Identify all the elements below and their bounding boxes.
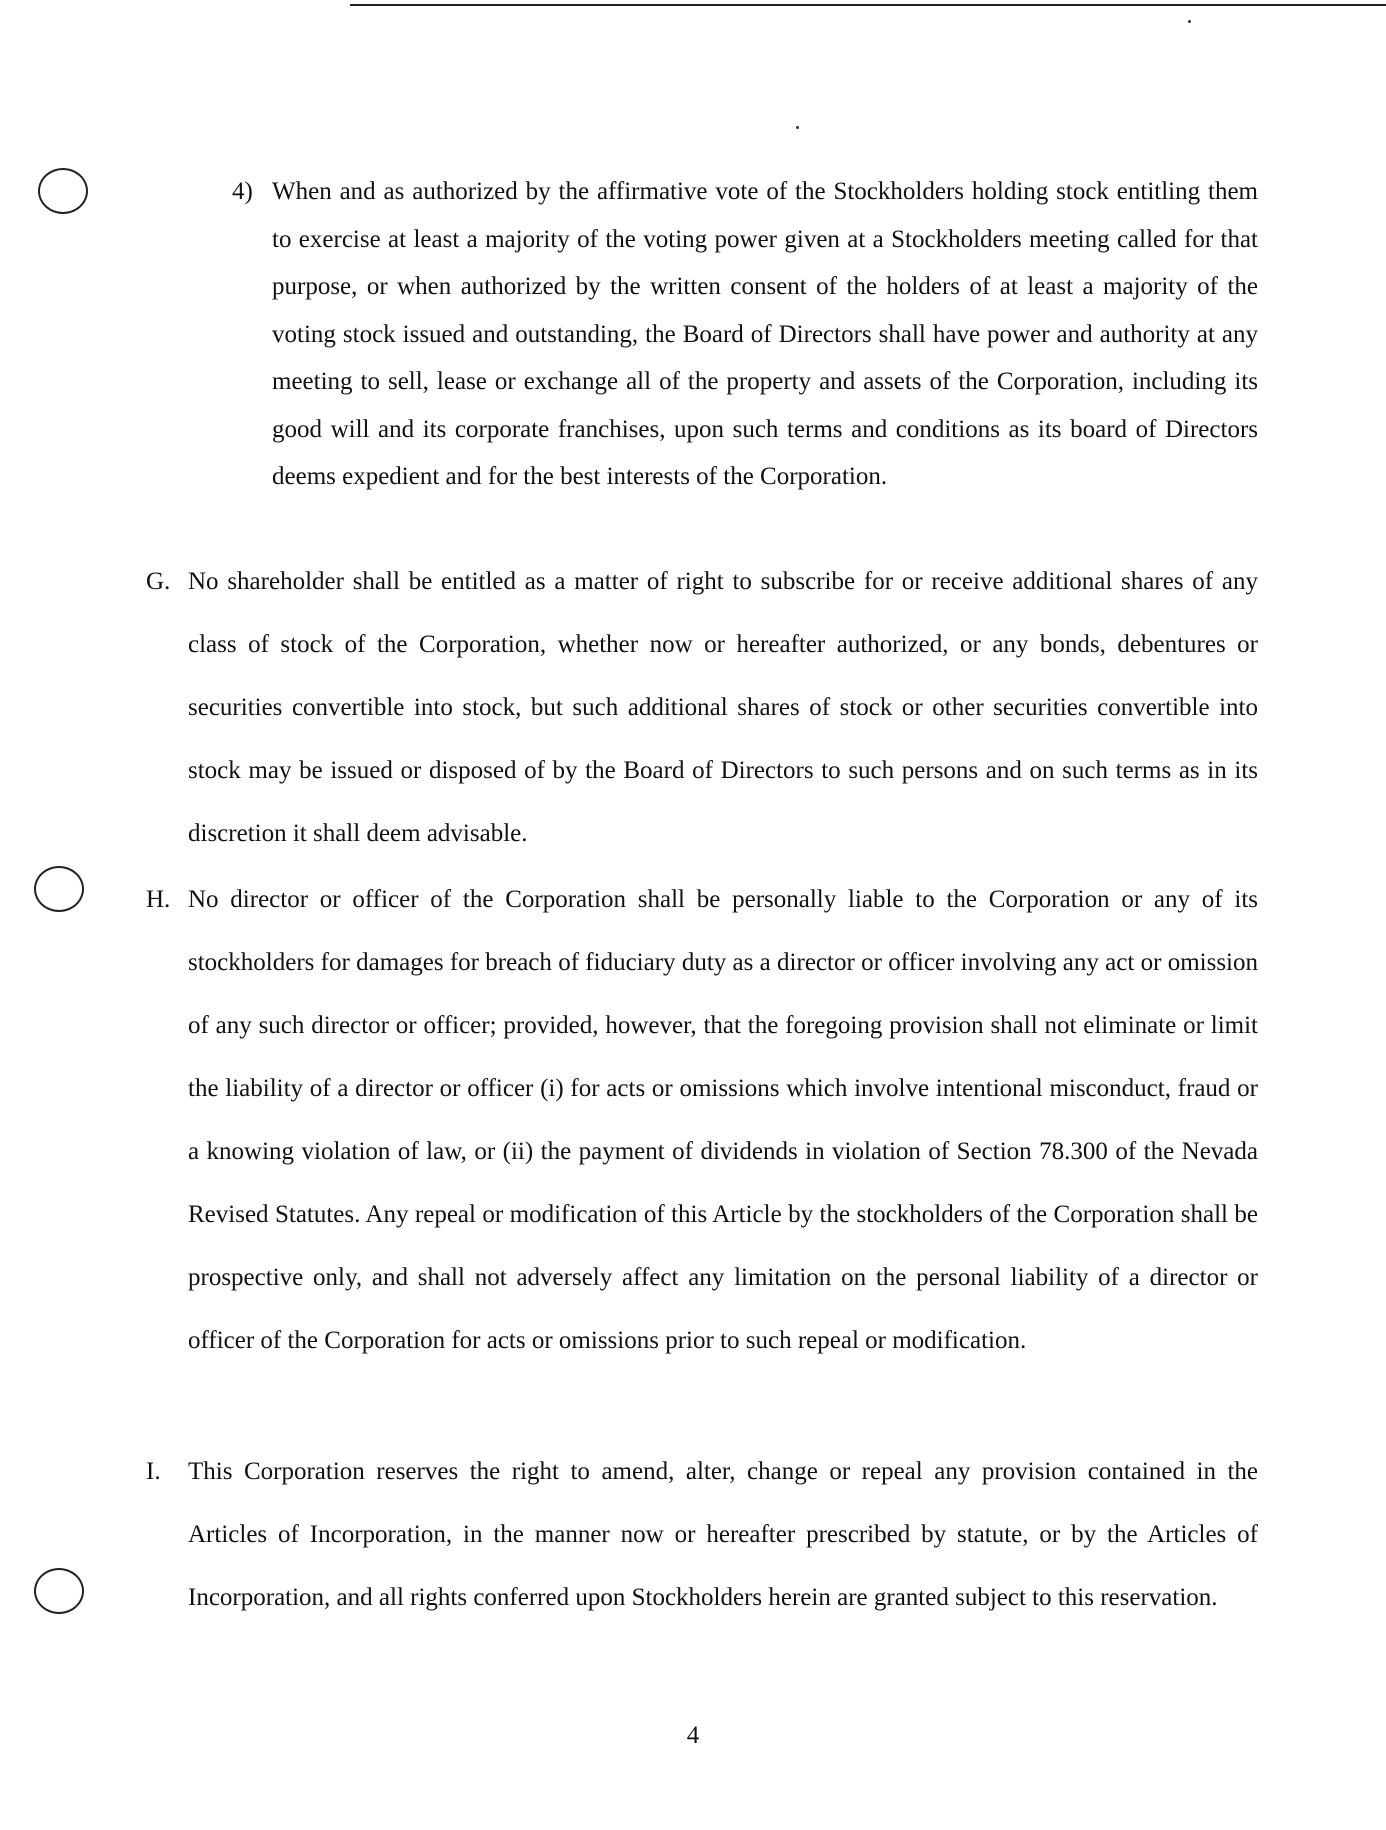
paragraph-text: This Corporation reserves the right to amend, alter, change or repeal any provision contained in the Articles of Incorporation, in the manner now or hereafter prescribed by statute, or by the Articles of Incorporation, and all rights conferred upon Stockholders herein are granted subject to this reservation.	[188, 1458, 1258, 1611]
paragraph-item-i	[146, 1440, 1258, 1629]
paragraph-text: When and as authorized by the affirmative vote of the Stockholders holding stock entitling them to exercise at least a majority of the voting power given at a Stockholders meeting called for that purpose, or when authorized by the written consent of the holders of at least a majority of the voting stock issued and outstanding, the Board of Directors shall have power and authority at any meeting to sell, lease or exchange all of the property and assets of the Corporation, including its good will and its corporate franchises, upon such terms and conditions as its board of Directors deems expedient and for the best interests of the Corporation.	[272, 178, 1258, 490]
scan-speck	[1188, 20, 1191, 23]
punch-hole-middle	[34, 866, 84, 912]
paragraph-item-g	[146, 550, 1258, 865]
punch-hole-bottom	[34, 1568, 84, 1614]
item-marker: I.	[146, 1458, 161, 1485]
item-marker: 4)	[232, 178, 253, 205]
item-marker: H.	[146, 886, 171, 913]
punch-hole-top	[38, 168, 88, 214]
paragraph-item-4	[232, 168, 1258, 501]
scan-top-rule	[350, 4, 1386, 6]
paragraph-text: No shareholder shall be entitled as a matter of right to subscribe for or receive additional shares of any class of stock of the Corporation, whether now or hereafter authorized, or any bonds, debentures or securities convertible into stock, but such additional shares of stock or other securities convertible into stock may be issued or disposed of by the Board of Directors to such persons and on such terms as in its discretion it shall deem advisable.	[188, 568, 1258, 847]
scan-speck	[796, 126, 799, 129]
page-number: 4	[686, 1722, 700, 1749]
paragraph-text: No director or officer of the Corporation shall be personally liable to the Corporation or any of its stockholders for damages for breach of fiduciary duty as a director or officer involving any act or omission of any such director or officer; provided, however, that the foregoing provision shall not eliminate or limit the liability of a director or officer (i) for acts or omissions which involve intentional misconduct, fraud or a knowing violation of law, or (ii) the payment of dividends in violation of Section 78.300 of the Nevada Revised Statutes. Any repeal or modification of this Article by the stockholders of the Corporation shall be prospective only, and shall not adversely affect any limitation on the personal liability of a director or officer of the Corporation for acts or omissions prior to such repeal or modification.	[188, 886, 1258, 1354]
paragraph-item-h	[146, 868, 1258, 1372]
item-marker: G.	[146, 568, 171, 595]
